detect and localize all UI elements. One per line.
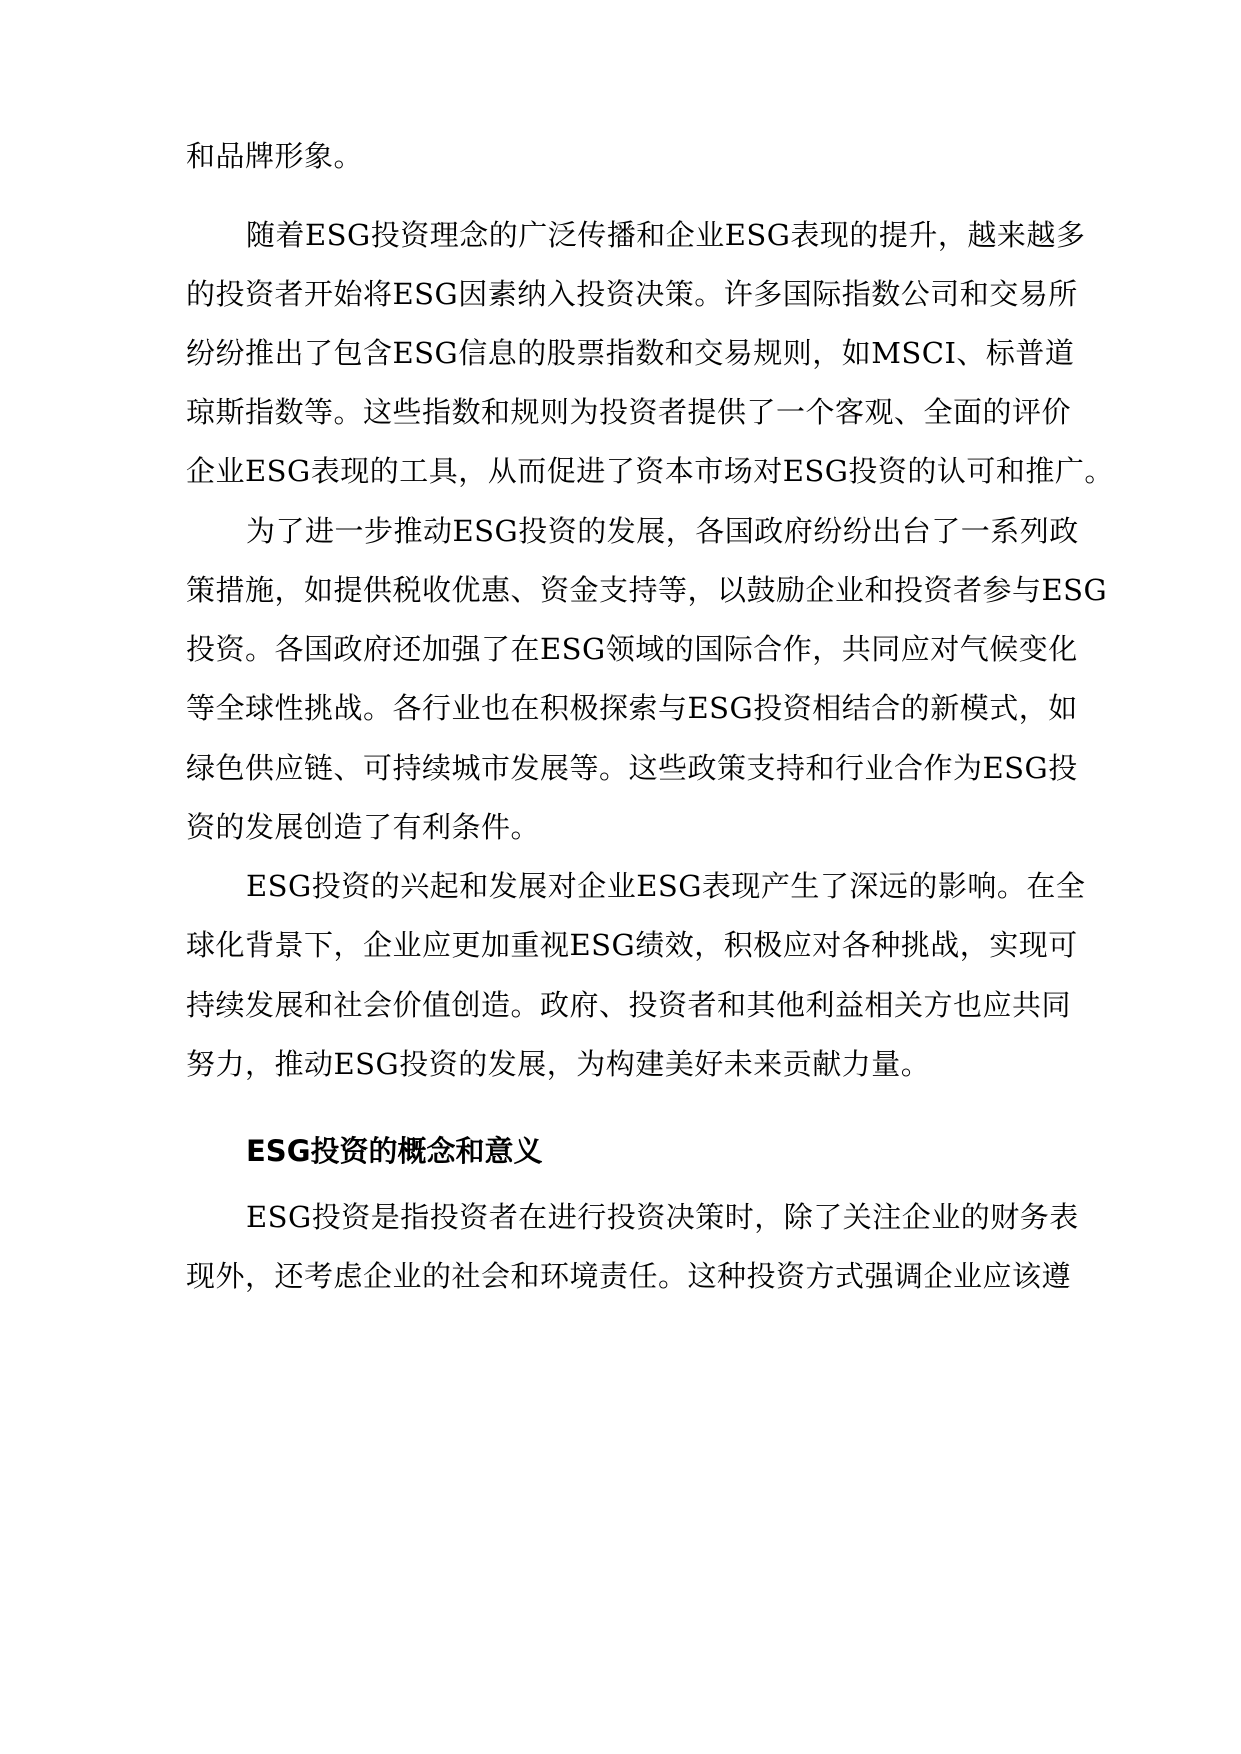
text-line: 现外，还考虑企业的社会和环境责任。这种投资方式强调企业应该遵 [186,1259,1072,1293]
text-line: 资的发展创造了有利条件。 [186,810,541,844]
text-line: 为了进一步推动ESG投资的发展，各国政府纷纷出台了一系列政 [246,514,1079,548]
text-line: 策措施，如提供税收优惠、资金支持等，以鼓励企业和投资者参与ESG [186,573,1108,607]
text-line: 的投资者开始将ESG因素纳入投资决策。许多国际指数公司和交易所 [186,277,1078,311]
text-line: 球化背景下，企业应更加重视ESG绩效，积极应对各种挑战，实现可 [186,928,1078,962]
text-line: 努力，推动ESG投资的发展，为构建美好未来贡献力量。 [186,1047,931,1081]
text-line: ESG投资是指投资者在进行投资决策时，除了关注企业的财务表 [246,1200,1079,1234]
section-heading: ESG投资的概念和意义 [246,1134,543,1168]
text-line: 投资。各国政府还加强了在ESG领域的国际合作，共同应对气候变化 [186,632,1078,666]
text-line: 持续发展和社会价值创造。政府、投资者和其他利益相关方也应共同 [186,988,1072,1022]
text-line: 等全球性挑战。各行业也在积极探索与ESG投资相结合的新模式，如 [186,691,1078,725]
text-line: 和品牌形象。 [186,139,364,173]
text-line: 绿色供应链、可持续城市发展等。这些政策支持和行业合作为ESG投 [186,751,1078,785]
text-line: 企业ESG表现的工具，从而促进了资本市场对ESG投资的认可和推广。 [186,454,1114,488]
text-line: 随着ESG投资理念的广泛传播和企业ESG表现的提升，越来越多 [246,218,1086,252]
text-line: 琼斯指数等。这些指数和规则为投资者提供了一个客观、全面的评价 [186,395,1072,429]
text-line: ESG投资的兴起和发展对企业ESG表现产生了深远的影响。在全 [246,869,1086,903]
text-line: 纷纷推出了包含ESG信息的股票指数和交易规则，如MSCI、标普道 [186,336,1075,370]
